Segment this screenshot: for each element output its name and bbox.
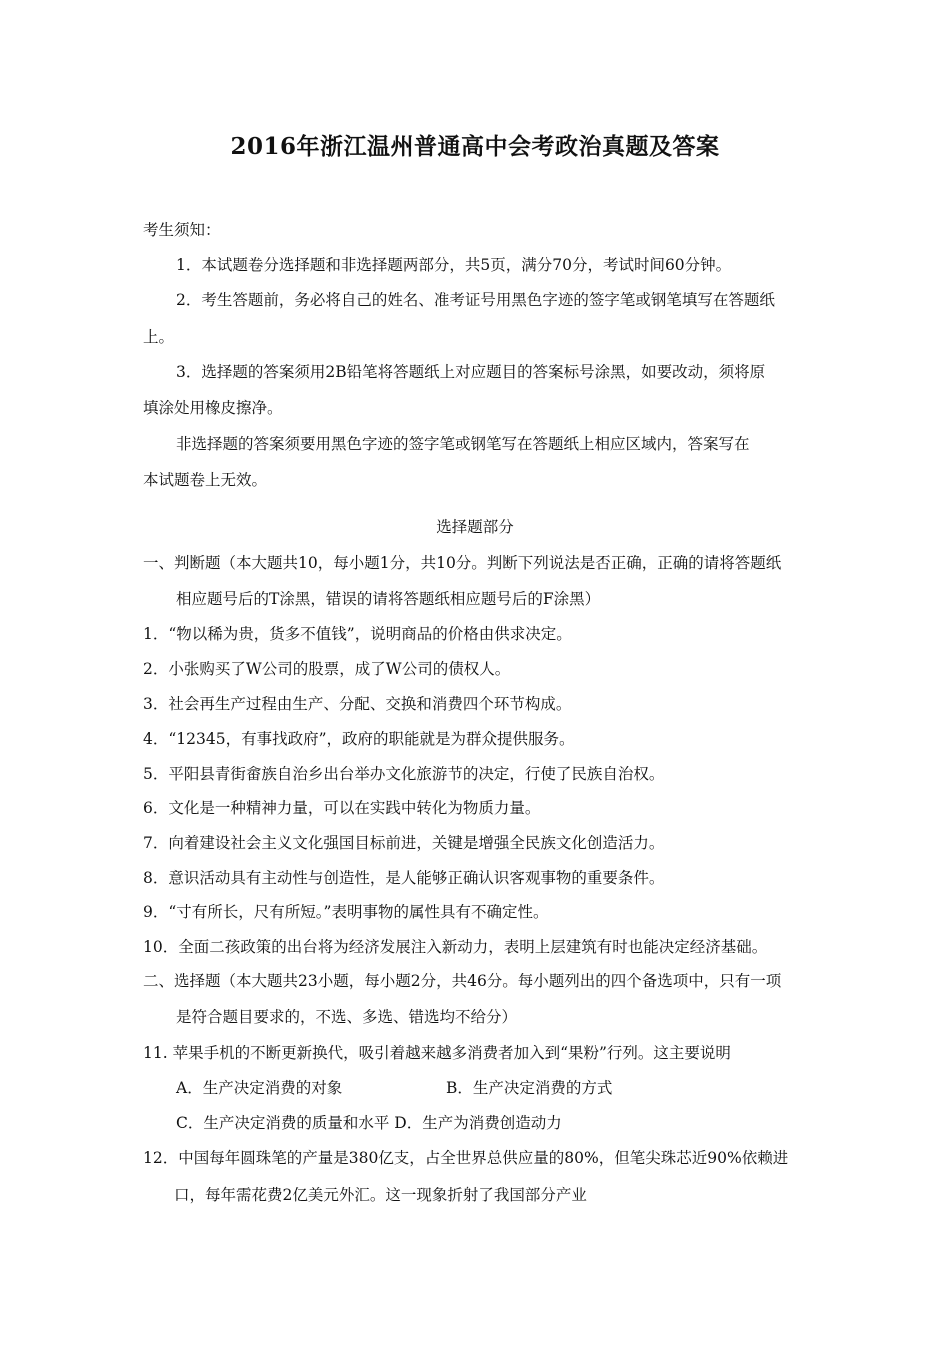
page-title: 2016年浙江温州普通高中会考政治真题及答案 xyxy=(230,133,720,160)
question-11: 11. 苹果手机的不断更新换代，吸引着越来越多消费者加入到“果粉”行列。这主要说明 xyxy=(143,1044,731,1062)
question-2: 2．小张购买了W公司的股票，成了W公司的债权人。 xyxy=(143,660,511,678)
notice-item-2-line-1: 2．考生答题前，务必将自己的姓名、准考证号用黑色字迹的签字笔或钢笔填写在答题纸 xyxy=(176,291,775,309)
notice-item-4-line-1: 非选择题的答案须要用黑色字迹的签字笔或钢笔写在答题纸上相应区域内，答案写在 xyxy=(176,435,750,453)
question-12-line-1: 12．中国每年圆珠笔的产量是380亿支，占全世界总供应量的80%，但笔尖珠芯近90%依赖进 xyxy=(143,1149,789,1167)
notice-item-2-line-2: 上。 xyxy=(143,328,175,346)
notice-item-4-line-2: 本试题卷上无效。 xyxy=(143,471,268,489)
question-6: 6．文化是一种精神力量，可以在实践中转化为物质力量。 xyxy=(143,799,541,817)
notice-item-3-line-2: 填涂处用橡皮擦净。 xyxy=(143,399,283,417)
question-8: 8．意识活动具有主动性与创造性，是人能够正确认识客观事物的重要条件。 xyxy=(143,869,665,887)
question-7: 7．向着建设社会主义文化强国目标前进，关键是增强全民族文化创造活力。 xyxy=(143,834,665,852)
part2-intro-line-2: 是符合题目要求的，不选、多选、错选均不给分） xyxy=(176,1008,518,1026)
question-3: 3．社会再生产过程由生产、分配、交换和消费四个环节构成。 xyxy=(143,695,572,713)
part2-intro-line-1: 二、选择题（本大题共23小题，每小题2分，共46分。每小题列出的四个备选项中，只有一项 xyxy=(143,972,782,990)
notice-item-1: 1．本试题卷分选择题和非选择题两部分，共5页，满分70分，考试时间60分钟。 xyxy=(176,256,732,274)
question-10: 10．全面二孩政策的出台将为经济发展注入新动力，表明上层建筑有时也能决定经济基础。 xyxy=(143,938,768,956)
question-11-option-b: B．生产决定消费的方式 xyxy=(446,1079,613,1097)
notice-item-3-line-1: 3．选择题的答案须用2B铅笔将答题纸上对应题目的答案标号涂黑，如要改动，须将原 xyxy=(176,363,766,381)
question-5: 5．平阳县青街畲族自治乡出台举办文化旅游节的决定，行使了民族自治权。 xyxy=(143,765,665,783)
question-11-option-a: A．生产决定消费的对象 xyxy=(176,1079,343,1097)
question-12-line-2: 口，每年需花费2亿美元外汇。这一现象折射了我国部分产业 xyxy=(174,1186,587,1204)
part1-intro-line-2: 相应题号后的T涂黑，错误的请将答题纸相应题号后的F涂黑） xyxy=(176,590,601,608)
question-1: 1．“物以稀为贵，货多不值钱”，说明商品的价格由供求决定。 xyxy=(143,625,572,643)
notice-heading: 考生须知： xyxy=(143,221,221,239)
part1-intro-line-1: 一、判断题（本大题共10，每小题1分，共10分。判断下列说法是否正确，正确的请将答题纸 xyxy=(143,554,782,572)
section-title: 选择题部分 xyxy=(436,518,514,536)
question-11-options-c-d: C．生产决定消费的质量和水平 D．生产为消费创造动力 xyxy=(176,1114,562,1132)
question-9: 9．“寸有所长，尺有所短。”表明事物的属性具有不确定性。 xyxy=(143,903,549,921)
question-4: 4．“12345，有事找政府”，政府的职能就是为群众提供服务。 xyxy=(143,730,575,748)
